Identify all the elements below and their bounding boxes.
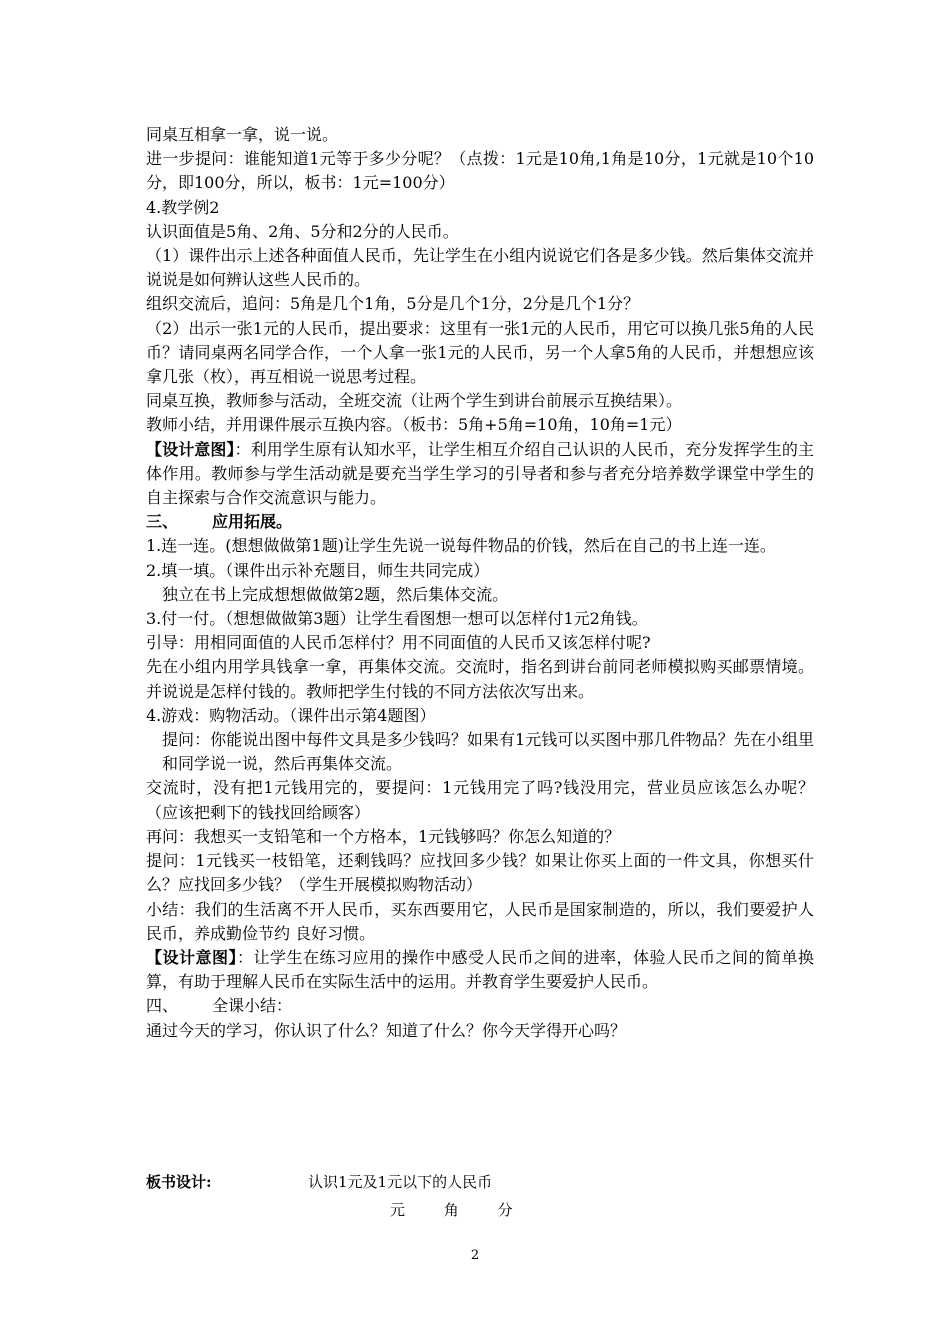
paragraph: 1.连一连。(想想做做第1题)让学生先说一说每件物品的价钱，然后在自己的书上连一连。	[146, 536, 776, 556]
section-number: 三、	[146, 512, 179, 532]
design-intent-paragraph	[146, 946, 814, 994]
board-label: 板书设计:	[146, 1173, 212, 1191]
paragraph: 提问：你能说出图中每件文具是多少钱吗？如果有1元钱可以买图中那几件物品？先在小组里和同学说一说，然后再集体交流。	[162, 730, 814, 774]
board-unit-yuan: 元	[390, 1201, 406, 1219]
section-title: 全课小结：	[212, 996, 293, 1016]
body-text	[146, 123, 814, 1043]
section-title: 应用拓展。	[212, 512, 293, 532]
section-heading-3	[146, 510, 814, 534]
paragraph: 独立在书上完成想想做做第2题，然后集体交流。	[162, 584, 509, 604]
paragraph: 4.教学例2	[146, 197, 220, 217]
paragraph: 教师小结，并用课件展示互换内容。（板书：5角+5角=10角，10角=1元）	[146, 415, 682, 435]
design-intent-text: ：利用学生原有认知水平，让学生相互介绍自己认识的人民币，充分发挥学生的主体作用。教师参与学生活动就是要充当学生学习的引导者和参与者充分培养数学课堂中学生的自主探索与合作交流意识与能力。	[146, 439, 814, 508]
paragraph: 组织交流后，追问：5角是几个1角，5分是几个1分，2分是几个1分？	[146, 294, 640, 314]
paragraph: （1）课件出示上述各种面值人民币，先让学生在小组内说说它们各是多少钱。然后集体交流并说说是如何辨认这些人民币的。	[146, 246, 814, 290]
paragraph: 认识面值是5角、2角、5分和2分的人民币。	[146, 221, 459, 241]
section-heading-4	[146, 994, 814, 1018]
design-intent-text: ：让学生在练习应用的操作中感受人民币之间的进率，体验人民币之间的简单换算，有助于理解人民币在实际生活中的运用。并教育学生要爱护人民币。	[146, 947, 814, 992]
board-unit-jiao: 角	[443, 1201, 459, 1219]
design-intent-paragraph	[146, 438, 814, 511]
paragraph: 2.填一填。（课件出示补充题目，师生共同完成）	[146, 560, 490, 580]
paragraph: （2）出示一张1元的人民币，提出要求：这里有一张1元的人民币，用它可以换几张5角的人民币？请同桌两名同学合作，一个人拿一张1元的人民币，另一个人拿5角的人民币，并想想应该拿几张（枚），再互相说一说思考过程。	[146, 318, 814, 387]
design-intent-label: 【设计意图】	[146, 439, 235, 459]
paragraph: 引导：用相同面值的人民币怎样付？用不同面值的人民币又该怎样付呢?	[146, 633, 651, 653]
board-design	[146, 1171, 814, 1231]
paragraph: 同桌互相拿一拿，说一说。	[146, 125, 339, 144]
paragraph: 提问：1元钱买一枝铅笔，还剩钱吗？应找回多少钱？如果让你买上面的一件文具，你想买什么？应找回多少钱？（学生开展模拟购物活动）	[146, 851, 814, 895]
section-number: 四、	[146, 996, 179, 1016]
page-number: 2	[470, 1248, 480, 1263]
paragraph: 交流时，没有把1元钱用完的，要提问：1元钱用完了吗?钱没用完，营业员应该怎么办呢？（应该把剩下的钱找回给顾客）	[146, 778, 814, 822]
paragraph: 4.游戏：购物活动。（课件出示第4题图）	[146, 705, 436, 725]
paragraph: 再问：我想买一支铅笔和一个方格本，1元钱够吗？你怎么知道的？	[146, 826, 621, 846]
board-title: 认识1元及1元以下的人民币	[308, 1173, 493, 1191]
paragraph: 同桌互换，教师参与活动，全班交流（让两个学生到讲台前展示互换结果）。	[146, 391, 683, 411]
board-unit-fen: 分	[497, 1201, 513, 1219]
design-intent-label: 【设计意图】	[146, 947, 237, 967]
paragraph: 3.付一付。（想想做做第3题）让学生看图想一想可以怎样付1元2角钱。	[146, 609, 648, 629]
paragraph: 小结：我们的生活离不开人民币，买东西要用它，人民币是国家制造的，所以，我们要爱护人民币，养成勤俭节约 良好习惯。	[146, 899, 814, 943]
paragraph: 进一步提问：谁能知道1元等于多少分呢？（点拨：1元是10角,1角是10分，1元就是10个10分，即100分，所以，板书：1元=100分）	[146, 149, 814, 193]
board-units	[390, 1199, 547, 1220]
closing-paragraph: 通过今天的学习，你认识了什么？知道了什么？你今天学得开心吗？	[146, 1020, 627, 1040]
paragraph: 先在小组内用学具钱拿一拿，再集体交流。交流时，指名到讲台前同老师模拟购买邮票情境。并说说是怎样付钱的。教师把学生付钱的不同方法依次写出来。	[146, 657, 814, 701]
